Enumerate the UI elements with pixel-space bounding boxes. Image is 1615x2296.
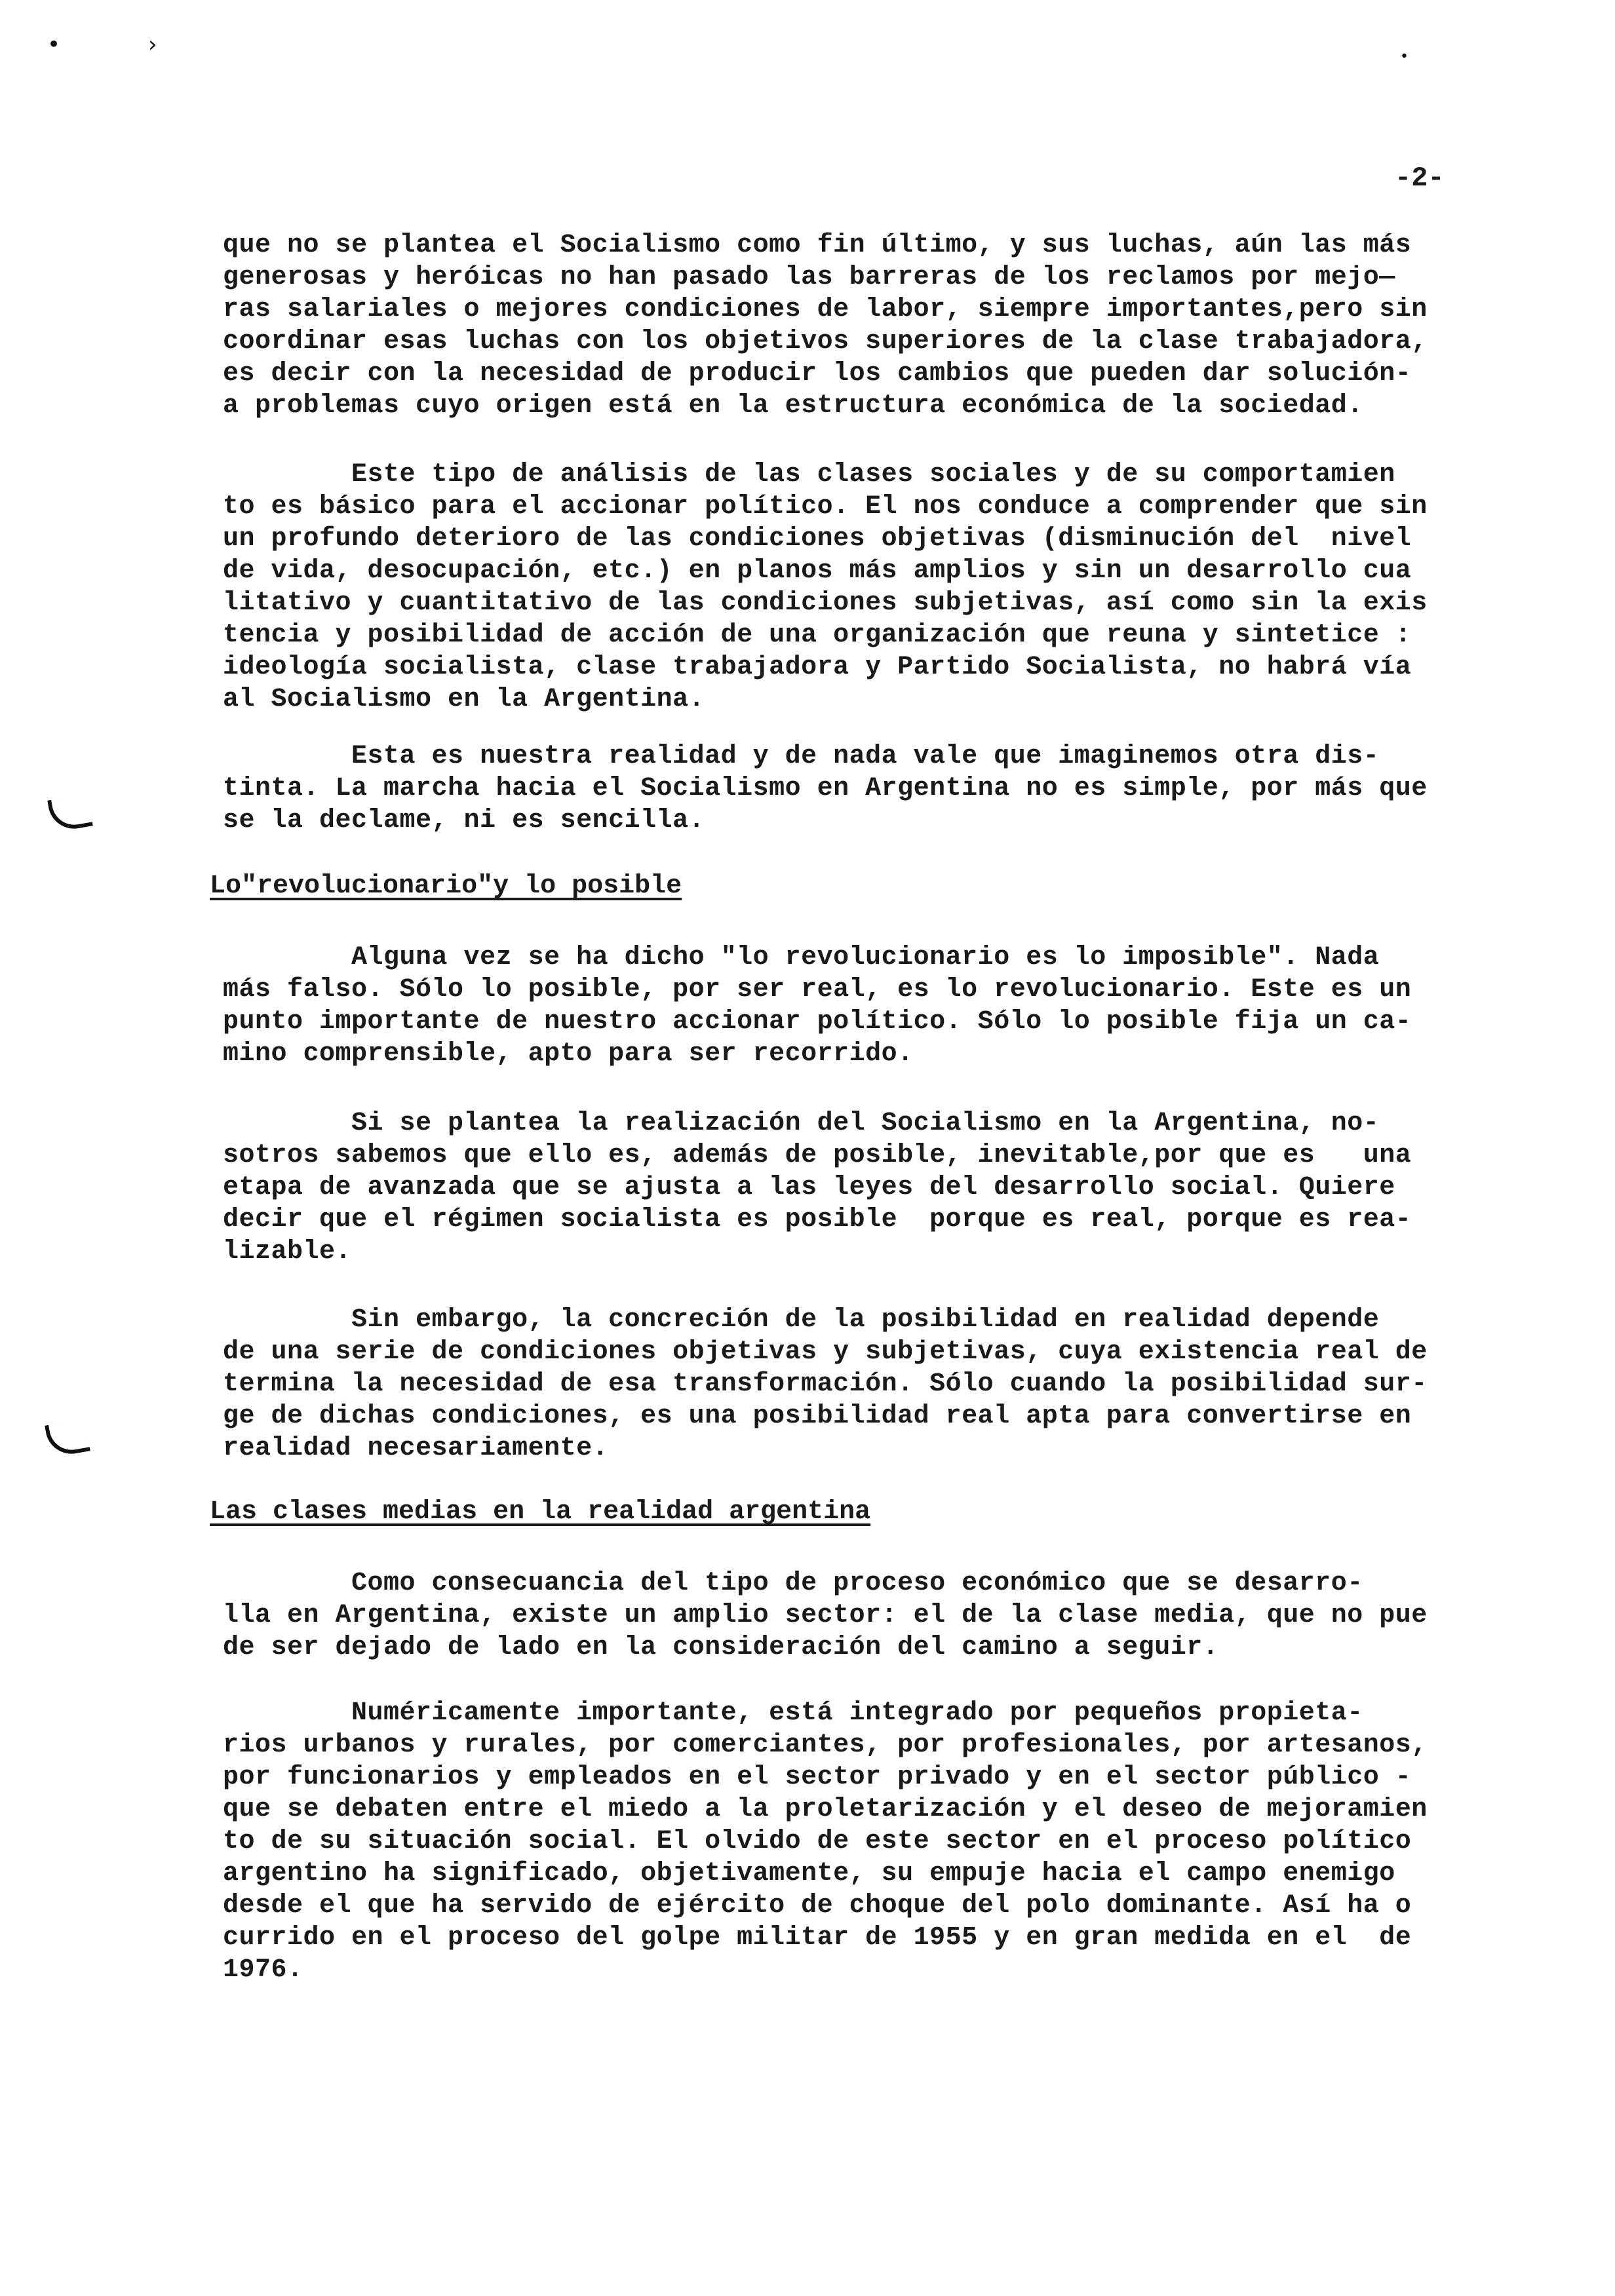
- section-heading-revolucionario: Lo"revolucionario"y lo posible: [210, 871, 682, 901]
- text-line: termina la necesidad de esa transformación. Sólo cuando la posibilidad sur-: [223, 1369, 1428, 1399]
- text-line: Este tipo de análisis de las clases sociales y de su comportamien: [223, 460, 1395, 489]
- text-line: de una serie de condiciones objetivas y subjetivas, cuya existencia real de: [223, 1337, 1428, 1367]
- text-line: ras salariales o mejores condiciones de labor, siempre importantes,pero sin: [223, 295, 1428, 324]
- text-line: coordinar esas luchas con los objetivos superiores de la clase trabajadora,: [223, 327, 1428, 356]
- text-line: litativo y cuantitativo de las condiciones subjetivas, así como sin la exis: [223, 588, 1428, 618]
- text-line: punto importante de nuestro accionar político. Sólo lo posible fija un ca-: [223, 1007, 1412, 1037]
- text-line: to de su situación social. El olvido de este sector en el proceso político: [223, 1827, 1412, 1856]
- text-line: rios urbanos y rurales, por comerciantes, por profesionales, por artesanos,: [223, 1731, 1428, 1760]
- paragraph-4: [223, 942, 1455, 1070]
- text-line: que se debaten entre el miedo a la proletarización y el deseo de mejoramien: [223, 1795, 1428, 1824]
- page-number: -2-: [1395, 163, 1445, 194]
- paragraph-1: [223, 229, 1455, 422]
- text-line: al Socialismo en la Argentina.: [223, 685, 705, 714]
- text-line: sotros sabemos que ello es, además de posible, inevitable,por que es una: [223, 1141, 1412, 1170]
- paragraph-3: [223, 740, 1455, 837]
- margin-arc-mark: [45, 1419, 90, 1458]
- text-line: decir que el régimen socialista es posible porque es real, porque es rea-: [223, 1205, 1412, 1234]
- text-line: mino comprensible, apto para ser recorrido.: [223, 1039, 914, 1069]
- text-line: Como consecuancia del tipo de proceso económico que se desarro-: [223, 1569, 1363, 1598]
- text-line: se la declame, ni es sencilla.: [223, 806, 705, 835]
- top-right-dot-mark: •: [1400, 48, 1409, 65]
- text-line: to es básico para el accionar político. El nos conduce a comprender que sin: [223, 492, 1428, 522]
- text-line: a problemas cuyo origen está en la estructura económica de la sociedad.: [223, 391, 1363, 421]
- text-line: lizable.: [223, 1237, 352, 1267]
- text-line: 1976.: [223, 1955, 303, 1985]
- text-line: ideología socialista, clase trabajadora y Partido Socialista, no habrá vía: [223, 653, 1412, 682]
- text-line: por funcionarios y empleados en el sector privado y en el sector público -: [223, 1763, 1412, 1792]
- text-line: más falso. Sólo lo posible, por ser real, es lo revolucionario. Este es un: [223, 975, 1412, 1004]
- text-line: de vida, desocupación, etc.) en planos más amplios y sin un desarrollo cua: [223, 556, 1412, 586]
- text-line: ge de dichas condiciones, es una posibilidad real apta para convertirse en: [223, 1402, 1412, 1431]
- text-line: generosas y heróicas no han pasado las barreras de los reclamos por mejo—: [223, 263, 1395, 292]
- text-line: Numéricamente importante, está integrado por pequeños propieta-: [223, 1698, 1363, 1728]
- text-line: etapa de avanzada que se ajusta a las leyes del desarrollo social. Quiere: [223, 1173, 1395, 1202]
- section-heading-clases-medias: Las clases medias en la realidad argentina: [210, 1497, 871, 1527]
- text-line: Si se plantea la realización del Socialismo en la Argentina, no-: [223, 1109, 1380, 1138]
- margin-arc-mark: [47, 794, 93, 833]
- text-line: que no se plantea el Socialismo como fin último, y sus luchas, aún las más: [223, 231, 1412, 260]
- text-line: desde el que ha servido de ejército de choque del polo dominante. Así ha o: [223, 1891, 1412, 1921]
- text-line: de ser dejado de lado en la consideración del camino a seguir.: [223, 1633, 1219, 1662]
- text-line: es decir con la necesidad de producir los cambios que pueden dar solución-: [223, 359, 1412, 389]
- text-line: un profundo deterioro de las condiciones objetivas (disminución del nivel: [223, 524, 1412, 554]
- top-left-dot-mark: •: [47, 31, 61, 58]
- text-line: currido en el proceso del golpe militar de 1955 y en gran medida en el de: [223, 1923, 1412, 1953]
- text-line: realidad necesariamente.: [223, 1434, 609, 1463]
- text-line: argentino ha significado, objetivamente, su empuje hacia el campo enemigo: [223, 1859, 1395, 1888]
- text-line: tencia y posibilidad de acción de una organización que reuna y sintetice :: [223, 621, 1412, 650]
- text-line: Sin embargo, la concreción de la posibilidad en realidad depende: [223, 1305, 1380, 1335]
- paragraph-8: [223, 1697, 1455, 1986]
- paragraph-7: [223, 1567, 1455, 1664]
- top-left-tick-mark: ›: [148, 31, 157, 58]
- text-line: lla en Argentina, existe un amplio sector: el de la clase media, que no pue: [223, 1601, 1428, 1630]
- paragraph-6: [223, 1304, 1455, 1464]
- text-line: Alguna vez se ha dicho "lo revolucionario es lo imposible". Nada: [223, 943, 1380, 972]
- paragraph-5: [223, 1107, 1455, 1268]
- text-line: tinta. La marcha hacia el Socialismo en Argentina no es simple, por más que: [223, 774, 1428, 803]
- text-line: Esta es nuestra realidad y de nada vale que imaginemos otra dis-: [223, 742, 1380, 771]
- paragraph-2: [223, 459, 1455, 716]
